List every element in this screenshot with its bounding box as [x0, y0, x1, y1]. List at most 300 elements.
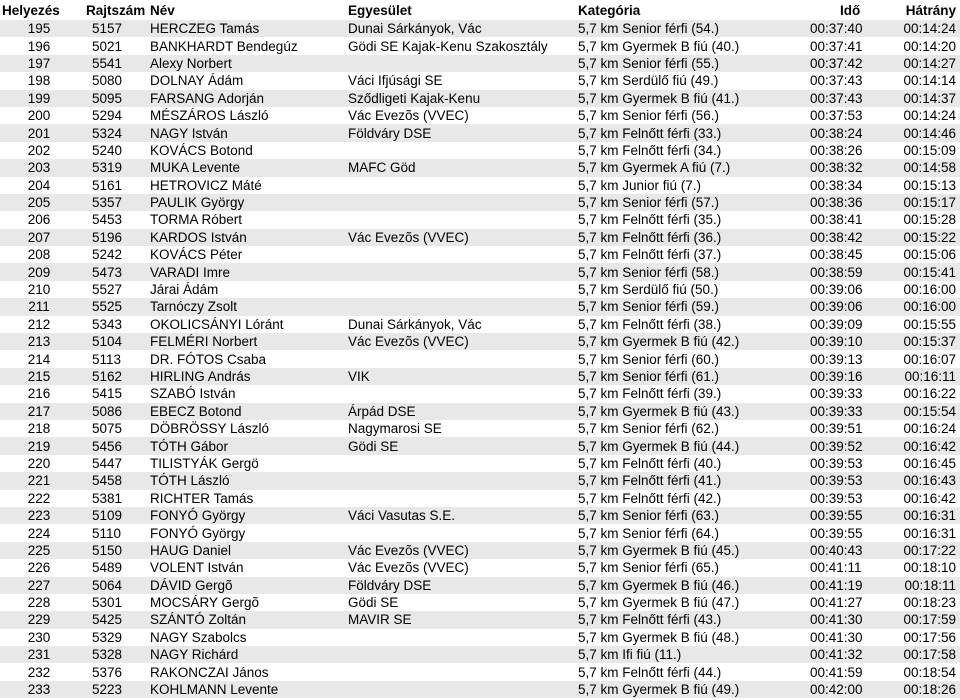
cell-bib: 5080 — [78, 72, 150, 89]
cell-time: 00:37:41 — [810, 37, 895, 54]
cell-name: HETROVICZ Máté — [150, 177, 348, 194]
cell-bib: 5223 — [78, 681, 150, 698]
cell-bib: 5109 — [78, 507, 150, 524]
cell-position: 225 — [0, 542, 78, 559]
cell-gap: 00:16:00 — [895, 298, 960, 315]
cell-gap: 00:16:24 — [895, 420, 960, 437]
cell-name: MÉSZÁROS László — [150, 107, 348, 124]
cell-club: Földváry DSE — [348, 124, 578, 141]
cell-time: 00:39:55 — [810, 507, 895, 524]
cell-club: Váci Vasutas S.E. — [348, 507, 578, 524]
cell-time: 00:37:40 — [810, 20, 895, 37]
cell-time: 00:39:06 — [810, 281, 895, 298]
cell-category: 5,7 km Felnőtt férfi (44.) — [578, 663, 810, 680]
cell-gap: 00:14:24 — [895, 20, 960, 37]
cell-category: 5,7 km Gyermek B fiú (47.) — [578, 594, 810, 611]
table-row — [0, 107, 960, 124]
cell-bib: 5064 — [78, 577, 150, 594]
cell-club: Váci Ifjúsági SE — [348, 72, 578, 89]
cell-category: 5,7 km Felnőtt férfi (43.) — [578, 611, 810, 628]
cell-bib: 5150 — [78, 542, 150, 559]
cell-name: HAUG Daniel — [150, 542, 348, 559]
cell-club — [348, 350, 578, 367]
cell-gap: 00:15:09 — [895, 142, 960, 159]
cell-gap: 00:14:58 — [895, 159, 960, 176]
table-row — [0, 472, 960, 489]
cell-time: 00:38:42 — [810, 229, 895, 246]
cell-gap: 00:18:26 — [895, 681, 960, 698]
cell-position: 219 — [0, 437, 78, 454]
cell-name: Járai Ádám — [150, 281, 348, 298]
cell-gap: 00:16:42 — [895, 437, 960, 454]
cell-category: 5,7 km Senior férfi (56.) — [578, 107, 810, 124]
table-row — [0, 385, 960, 402]
cell-category: 5,7 km Gyermek A fiú (7.) — [578, 159, 810, 176]
cell-name: SZABÓ István — [150, 385, 348, 402]
cell-gap: 00:16:07 — [895, 350, 960, 367]
cell-club — [348, 385, 578, 402]
cell-gap: 00:17:59 — [895, 611, 960, 628]
cell-time: 00:41:30 — [810, 611, 895, 628]
cell-position: 229 — [0, 611, 78, 628]
cell-category: 5,7 km Gyermek B fiú (42.) — [578, 333, 810, 350]
cell-gap: 00:17:56 — [895, 629, 960, 646]
cell-category: 5,7 km Gyermek B fiú (49.) — [578, 681, 810, 698]
table-row — [0, 559, 960, 576]
cell-name: SZÁNTÓ Zoltán — [150, 611, 348, 628]
cell-time: 00:39:51 — [810, 420, 895, 437]
cell-gap: 00:15:37 — [895, 333, 960, 350]
header-category: Kategória — [578, 2, 641, 18]
cell-bib: 5343 — [78, 316, 150, 333]
table-row — [0, 611, 960, 628]
cell-category: 5,7 km Felnőtt férfi (40.) — [578, 455, 810, 472]
cell-category: 5,7 km Junior fiú (7.) — [578, 177, 810, 194]
cell-position: 233 — [0, 681, 78, 698]
cell-gap: 00:16:42 — [895, 490, 960, 507]
cell-position: 205 — [0, 194, 78, 211]
cell-bib: 5456 — [78, 437, 150, 454]
cell-bib: 5376 — [78, 663, 150, 680]
cell-time: 00:37:43 — [810, 72, 895, 89]
table-row — [0, 333, 960, 350]
cell-gap: 00:18:23 — [895, 594, 960, 611]
cell-bib: 5381 — [78, 490, 150, 507]
cell-position: 208 — [0, 246, 78, 263]
results-body — [0, 20, 960, 698]
cell-club — [348, 455, 578, 472]
cell-bib: 5453 — [78, 211, 150, 228]
cell-name: NAGY István — [150, 124, 348, 141]
cell-bib: 5319 — [78, 159, 150, 176]
cell-position: 226 — [0, 559, 78, 576]
cell-position: 231 — [0, 646, 78, 663]
cell-name: DR. FÓTOS Csaba — [150, 350, 348, 367]
cell-time: 00:38:32 — [810, 159, 895, 176]
table-row — [0, 263, 960, 280]
cell-category: 5,7 km Ifi fiú (11.) — [578, 646, 810, 663]
cell-position: 212 — [0, 316, 78, 333]
cell-gap: 00:18:10 — [895, 559, 960, 576]
cell-club: Nagymarosi SE — [348, 420, 578, 437]
cell-category: 5,7 km Senior férfi (57.) — [578, 194, 810, 211]
table-row — [0, 368, 960, 385]
table-row — [0, 403, 960, 420]
cell-club: Gödi SE Kajak-Kenu Szakosztály — [348, 37, 578, 54]
cell-time: 00:40:43 — [810, 542, 895, 559]
cell-bib: 5527 — [78, 281, 150, 298]
cell-club: Árpád DSE — [348, 403, 578, 420]
cell-time: 00:39:06 — [810, 298, 895, 315]
cell-gap: 00:14:37 — [895, 90, 960, 107]
table-row — [0, 350, 960, 367]
cell-gap: 00:17:58 — [895, 646, 960, 663]
cell-gap: 00:18:11 — [895, 577, 960, 594]
cell-category: 5,7 km Senior férfi (62.) — [578, 420, 810, 437]
cell-club — [348, 211, 578, 228]
cell-club: MAVIR SE — [348, 611, 578, 628]
cell-position: 217 — [0, 403, 78, 420]
cell-time: 00:41:30 — [810, 629, 895, 646]
table-row — [0, 229, 960, 246]
cell-position: 224 — [0, 524, 78, 541]
cell-category: 5,7 km Serdülő fiú (49.) — [578, 72, 810, 89]
table-row — [0, 55, 960, 72]
cell-name: DOLNAY Ádám — [150, 72, 348, 89]
cell-bib: 5196 — [78, 229, 150, 246]
cell-name: FONYÓ György — [150, 524, 348, 541]
cell-name: KOHLMANN Levente — [150, 681, 348, 698]
table-row — [0, 90, 960, 107]
cell-name: TÓTH László — [150, 472, 348, 489]
cell-category: 5,7 km Gyermek B fiú (48.) — [578, 629, 810, 646]
table-row — [0, 507, 960, 524]
cell-club — [348, 263, 578, 280]
cell-time: 00:41:59 — [810, 663, 895, 680]
cell-name: RAKONCZAI János — [150, 663, 348, 680]
cell-bib: 5095 — [78, 90, 150, 107]
cell-bib: 5425 — [78, 611, 150, 628]
cell-position: 230 — [0, 629, 78, 646]
cell-bib: 5324 — [78, 124, 150, 141]
cell-bib: 5525 — [78, 298, 150, 315]
cell-gap: 00:15:13 — [895, 177, 960, 194]
cell-time: 00:39:33 — [810, 403, 895, 420]
cell-category: 5,7 km Serdülő fiú (50.) — [578, 281, 810, 298]
table-row — [0, 316, 960, 333]
cell-time: 00:39:53 — [810, 472, 895, 489]
table-row — [0, 594, 960, 611]
table-row — [0, 455, 960, 472]
cell-position: 202 — [0, 142, 78, 159]
cell-category: 5,7 km Felnőtt férfi (38.) — [578, 316, 810, 333]
cell-time: 00:39:09 — [810, 316, 895, 333]
table-row — [0, 37, 960, 54]
cell-category: 5,7 km Felnőtt férfi (36.) — [578, 229, 810, 246]
cell-position: 213 — [0, 333, 78, 350]
table-row — [0, 629, 960, 646]
cell-time: 00:38:34 — [810, 177, 895, 194]
cell-club — [348, 298, 578, 315]
cell-gap: 00:14:14 — [895, 72, 960, 89]
cell-name: DÁVID Gergõ — [150, 577, 348, 594]
cell-club — [348, 194, 578, 211]
cell-bib: 5447 — [78, 455, 150, 472]
cell-gap: 00:15:06 — [895, 246, 960, 263]
cell-category: 5,7 km Felnőtt férfi (39.) — [578, 385, 810, 402]
cell-gap: 00:16:00 — [895, 281, 960, 298]
cell-gap: 00:14:27 — [895, 55, 960, 72]
cell-gap: 00:15:55 — [895, 316, 960, 333]
cell-club — [348, 55, 578, 72]
cell-name: Tarnóczy Zsolt — [150, 298, 348, 315]
cell-position: 214 — [0, 350, 78, 367]
cell-category: 5,7 km Senior férfi (54.) — [578, 20, 810, 37]
cell-name: FARSANG Adorján — [150, 90, 348, 107]
cell-bib: 5541 — [78, 55, 150, 72]
cell-club: Gödi SE — [348, 594, 578, 611]
cell-gap: 00:16:31 — [895, 524, 960, 541]
cell-bib: 5489 — [78, 559, 150, 576]
cell-name: PAULIK György — [150, 194, 348, 211]
cell-name: NAGY Szabolcs — [150, 629, 348, 646]
table-row — [0, 646, 960, 663]
cell-position: 203 — [0, 159, 78, 176]
cell-category: 5,7 km Gyermek B fiú (43.) — [578, 403, 810, 420]
table-row — [0, 72, 960, 89]
cell-club: Vác Evezõs (VVEC) — [348, 107, 578, 124]
cell-category: 5,7 km Gyermek B fiú (41.) — [578, 90, 810, 107]
cell-category: 5,7 km Felnőtt férfi (33.) — [578, 124, 810, 141]
cell-club: VIK — [348, 368, 578, 385]
cell-category: 5,7 km Felnőtt férfi (41.) — [578, 472, 810, 489]
cell-name: TORMA Róbert — [150, 211, 348, 228]
header-row — [0, 0, 960, 20]
cell-gap: 00:15:17 — [895, 194, 960, 211]
cell-time: 00:41:11 — [810, 559, 895, 576]
table-row — [0, 420, 960, 437]
cell-club: Sződligeti Kajak-Kenu — [348, 90, 578, 107]
cell-name: TÓTH Gábor — [150, 437, 348, 454]
cell-category: 5,7 km Gyermek B fiú (46.) — [578, 577, 810, 594]
cell-club: Dunai Sárkányok, Vác — [348, 316, 578, 333]
cell-time: 00:38:59 — [810, 263, 895, 280]
cell-position: 215 — [0, 368, 78, 385]
cell-time: 00:38:24 — [810, 124, 895, 141]
cell-time: 00:39:53 — [810, 490, 895, 507]
cell-time: 00:37:53 — [810, 107, 895, 124]
cell-club — [348, 646, 578, 663]
cell-bib: 5329 — [78, 629, 150, 646]
cell-time: 00:38:41 — [810, 211, 895, 228]
cell-position: 195 — [0, 20, 78, 37]
cell-bib: 5473 — [78, 263, 150, 280]
cell-bib: 5110 — [78, 524, 150, 541]
cell-position: 209 — [0, 263, 78, 280]
table-row — [0, 20, 960, 37]
cell-gap: 00:16:11 — [895, 368, 960, 385]
cell-category: 5,7 km Gyermek B fiú (44.) — [578, 437, 810, 454]
cell-time: 00:41:19 — [810, 577, 895, 594]
cell-gap: 00:16:22 — [895, 385, 960, 402]
cell-category: 5,7 km Felnőtt férfi (35.) — [578, 211, 810, 228]
cell-time: 00:39:53 — [810, 455, 895, 472]
cell-club — [348, 490, 578, 507]
cell-category: 5,7 km Gyermek B fiú (45.) — [578, 542, 810, 559]
cell-time: 00:38:36 — [810, 194, 895, 211]
cell-club — [348, 681, 578, 698]
header-name: Név — [150, 2, 175, 18]
cell-bib: 5415 — [78, 385, 150, 402]
cell-name: VOLENT István — [150, 559, 348, 576]
cell-gap: 00:15:22 — [895, 229, 960, 246]
cell-gap: 00:18:54 — [895, 663, 960, 680]
cell-name: NAGY Richárd — [150, 646, 348, 663]
cell-bib: 5328 — [78, 646, 150, 663]
cell-name: FONYÓ György — [150, 507, 348, 524]
cell-position: 218 — [0, 420, 78, 437]
cell-time: 00:37:42 — [810, 55, 895, 72]
cell-position: 206 — [0, 211, 78, 228]
cell-name: HIRLING András — [150, 368, 348, 385]
cell-club — [348, 177, 578, 194]
table-row — [0, 577, 960, 594]
header-position: Helyezés — [2, 2, 60, 18]
cell-club: Gödi SE — [348, 437, 578, 454]
table-row — [0, 281, 960, 298]
cell-time: 00:39:16 — [810, 368, 895, 385]
table-row — [0, 681, 960, 698]
cell-name: RICHTER Tamás — [150, 490, 348, 507]
cell-position: 222 — [0, 490, 78, 507]
cell-position: 201 — [0, 124, 78, 141]
cell-club — [348, 663, 578, 680]
cell-time: 00:39:13 — [810, 350, 895, 367]
cell-club — [348, 472, 578, 489]
cell-position: 204 — [0, 177, 78, 194]
cell-position: 220 — [0, 455, 78, 472]
cell-bib: 5113 — [78, 350, 150, 367]
cell-bib: 5240 — [78, 142, 150, 159]
cell-name: EBECZ Botond — [150, 403, 348, 420]
table-row — [0, 298, 960, 315]
cell-category: 5,7 km Felnőtt férfi (34.) — [578, 142, 810, 159]
cell-club — [348, 142, 578, 159]
cell-time: 00:39:52 — [810, 437, 895, 454]
table-row — [0, 437, 960, 454]
table-row — [0, 490, 960, 507]
cell-bib: 5075 — [78, 420, 150, 437]
cell-gap: 00:16:45 — [895, 455, 960, 472]
cell-bib: 5294 — [78, 107, 150, 124]
cell-position: 207 — [0, 229, 78, 246]
cell-name: VARADI Imre — [150, 263, 348, 280]
cell-club: Vác Evezõs (VVEC) — [348, 559, 578, 576]
cell-name: KOVÁCS Péter — [150, 246, 348, 263]
cell-position: 197 — [0, 55, 78, 72]
cell-name: KARDOS István — [150, 229, 348, 246]
cell-name: DÖBRÖSSY László — [150, 420, 348, 437]
cell-position: 210 — [0, 281, 78, 298]
cell-category: 5,7 km Senior férfi (58.) — [578, 263, 810, 280]
cell-gap: 00:14:46 — [895, 124, 960, 141]
cell-position: 228 — [0, 594, 78, 611]
cell-position: 232 — [0, 663, 78, 680]
cell-position: 221 — [0, 472, 78, 489]
cell-gap: 00:15:28 — [895, 211, 960, 228]
cell-name: TILISTYÁK Gergö — [150, 455, 348, 472]
cell-gap: 00:14:24 — [895, 107, 960, 124]
cell-position: 211 — [0, 298, 78, 315]
cell-name: MOCSÁRY Gergõ — [150, 594, 348, 611]
cell-bib: 5357 — [78, 194, 150, 211]
cell-club: Földváry DSE — [348, 577, 578, 594]
table-row — [0, 142, 960, 159]
cell-category: 5,7 km Senior férfi (60.) — [578, 350, 810, 367]
cell-bib: 5242 — [78, 246, 150, 263]
header-club: Egyesület — [348, 2, 412, 18]
cell-gap: 00:17:22 — [895, 542, 960, 559]
table-row — [0, 246, 960, 263]
table-row — [0, 524, 960, 541]
cell-club: Dunai Sárkányok, Vác — [348, 20, 578, 37]
table-row — [0, 159, 960, 176]
cell-category: 5,7 km Senior férfi (59.) — [578, 298, 810, 315]
cell-bib: 5162 — [78, 368, 150, 385]
cell-position: 199 — [0, 90, 78, 107]
cell-bib: 5157 — [78, 20, 150, 37]
cell-club — [348, 281, 578, 298]
cell-position: 200 — [0, 107, 78, 124]
table-row — [0, 211, 960, 228]
cell-bib: 5301 — [78, 594, 150, 611]
header-time: Idő — [840, 2, 861, 18]
table-row — [0, 177, 960, 194]
header-bib: Rajtszám — [86, 2, 146, 18]
cell-category: 5,7 km Senior férfi (55.) — [578, 55, 810, 72]
cell-time: 00:39:10 — [810, 333, 895, 350]
cell-club: MAFC Göd — [348, 159, 578, 176]
cell-time: 00:41:32 — [810, 646, 895, 663]
cell-category: 5,7 km Senior férfi (65.) — [578, 559, 810, 576]
cell-name: FELMÉRI Norbert — [150, 333, 348, 350]
cell-time: 00:38:45 — [810, 246, 895, 263]
cell-bib: 5086 — [78, 403, 150, 420]
cell-gap: 00:14:20 — [895, 37, 960, 54]
header-gap: Hátrány — [905, 2, 956, 18]
cell-gap: 00:16:31 — [895, 507, 960, 524]
cell-name: MUKA Levente — [150, 159, 348, 176]
cell-club: Vác Evezõs (VVEC) — [348, 333, 578, 350]
table-row — [0, 542, 960, 559]
cell-time: 00:39:33 — [810, 385, 895, 402]
cell-gap: 00:15:54 — [895, 403, 960, 420]
table-row — [0, 194, 960, 211]
cell-bib: 5021 — [78, 37, 150, 54]
cell-club — [348, 524, 578, 541]
table-row — [0, 124, 960, 141]
table-row — [0, 663, 960, 680]
cell-position: 227 — [0, 577, 78, 594]
cell-name: KOVÁCS Botond — [150, 142, 348, 159]
cell-time: 00:37:43 — [810, 90, 895, 107]
cell-category: 5,7 km Felnőtt férfi (37.) — [578, 246, 810, 263]
cell-category: 5,7 km Gyermek B fiú (40.) — [578, 37, 810, 54]
cell-name: HERCZEG Tamás — [150, 20, 348, 37]
cell-bib: 5458 — [78, 472, 150, 489]
cell-time: 00:42:00 — [810, 681, 895, 698]
cell-club — [348, 629, 578, 646]
